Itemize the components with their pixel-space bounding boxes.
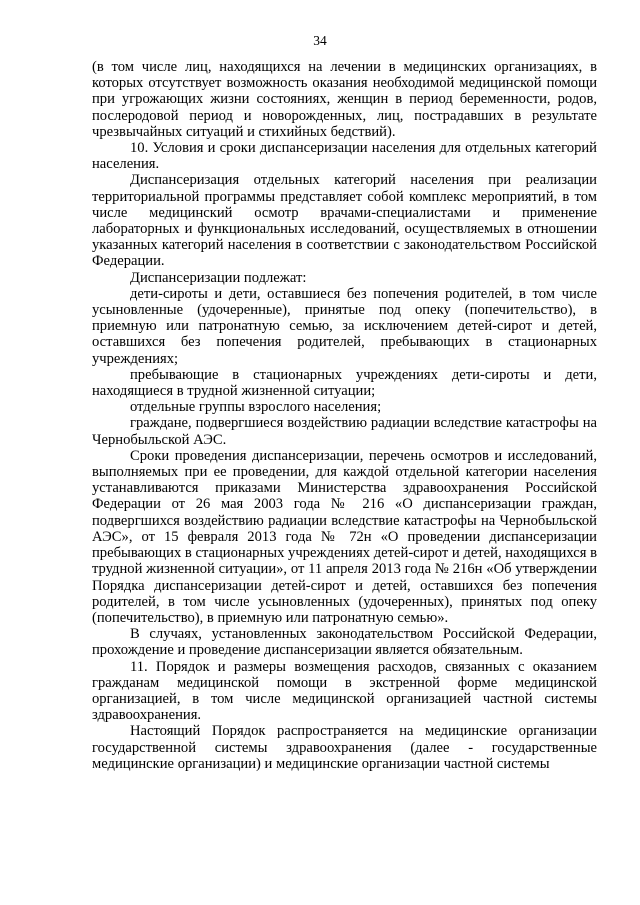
paragraph-section-11-heading: 11. Порядок и размеры возмещения расходов, связанных с оказанием гражданам медицинской помощи в экстренной форме медицинской организацией, в том числе медицинской организацией частной системы здравоохранения. bbox=[92, 658, 597, 724]
list-item-residents-of-institutions: пребывающие в стационарных учреждениях дети-сироты и дети, находящиеся в трудной жизненной ситуации; bbox=[92, 366, 597, 400]
paragraph-section-10-heading: 10. Условия и сроки диспансеризации населения для отдельных категорий населения. bbox=[92, 140, 597, 173]
paragraph-continuation-patients: (в том числе лиц, находящихся на лечении в медицинских организациях, в которых отсутствует возможность оказания необходимой медицинской помощи при угрожающих жизни состояниях, женщин в период беременности, родов, послеродовой период и новорожденных, лиц, пострадавших в результате чрезвычайных ситуаций и стихийных бедствий). bbox=[92, 59, 597, 140]
paragraph-terms-and-orders: Сроки проведения диспансеризации, перечень осмотров и исследований, выполняемых при ее проведении, для каждой отдельной категории населения устанавливаются приказами Министерства здравоохранения Российской Федерации от 26 мая 2003 года № 216 «О диспансеризации граждан, подвергшихся воздействию радиации вследствие катастрофы на Чернобыльской АЭС», от 15 февраля 2013 года № 72н «О проведении диспансеризации пребывающих в стационарных учреждениях детей-сирот и детей, находящихся в трудной жизненной ситуации», от 11 апреля 2013 года № 216н «Об утверждении Порядка диспансеризации детей-сирот и детей, оставшихся без попечения родителей, в том числе усыновленных (удочеренных), принятых под опеку (попечительство), в приемную или патронатную семью». bbox=[92, 447, 597, 626]
paragraph-subject-to-dispensarization: Диспансеризации подлежат: bbox=[130, 269, 307, 286]
list-item-adult-groups: отдельные группы взрослого населения; bbox=[130, 399, 382, 416]
paragraph-mandatory-cases: В случаях, установленных законодательством Российской Федерации, прохождение и проведение диспансеризации является обязательным. bbox=[92, 626, 597, 659]
document-body bbox=[92, 59, 597, 772]
paragraph-procedure-scope: Настоящий Порядок распространяется на медицинские организации государственной системы здравоохранения (далее - государственные медицинские организации) и медицинские организации частной системы bbox=[92, 723, 597, 772]
list-item-chernobyl: граждане, подвергшиеся воздействию радиации вследствие катастрофы на Чернобыльской АЭС. bbox=[92, 415, 597, 448]
list-item-orphans: дети-сироты и дети, оставшиеся без попечения родителей, в том числе усыновленные (удочеренные), принятые под опеку (попечительство), в приемную или патронатную семью, за исключением детей-сирот и детей, оставшихся без попечения родителей, пребывающих в стационарных учреждениях; bbox=[92, 285, 597, 367]
paragraph-dispensarization-definition: Диспансеризация отдельных категорий населения при реализации территориальной программы представляет собой комплекс мероприятий, в том числе медицинский осмотр врачами-специалистами и применение лабораторных и функциональных исследований, осуществляемых в отношении указанных категорий населения в соответствии с законодательством Российской Федерации. bbox=[92, 172, 597, 270]
page-number: 34 bbox=[313, 33, 327, 48]
